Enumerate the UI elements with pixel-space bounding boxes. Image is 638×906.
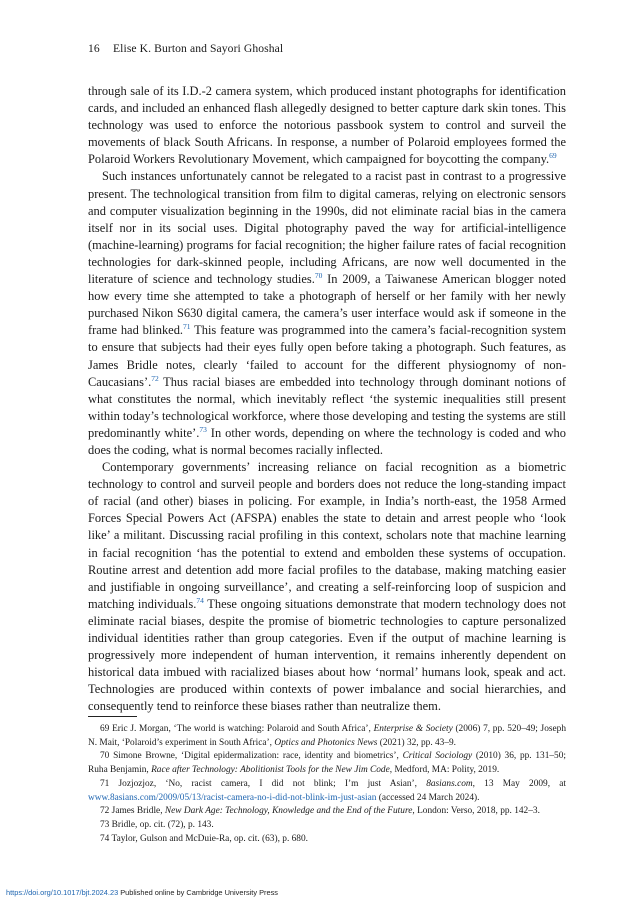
footnote-69-journal-1: Enterprise & Society xyxy=(373,724,453,734)
footnote-70-journal: Critical Sociology xyxy=(402,751,473,762)
paragraph-2-text-b: In 2009, a Taiwanese American blogger noted how every time she attempted to take a photograph of herself or her family with her newly purchased Nikon S630 digital camera, the camera’s user interface would ask if someone in the frame had blinked. xyxy=(88,272,566,338)
footnote-69-text-c: (2021) 32, pp. 43–9. xyxy=(377,737,457,748)
footnote-ref-70[interactable]: 70 xyxy=(314,271,323,281)
footnote-72 xyxy=(88,805,566,819)
footnote-71-text-a: 71 Jozjozjoz, ‘No, racist camera, I did not blink; I’m just Asian’, xyxy=(100,778,427,789)
paragraph-2-text-d: Thus racial biases are embedded into technology through dominant notions of what constitutes the normal, which inevitably reflect ‘the systemic inequalities still present within today’s technological workforce, where those developing and testing the systems are still predominantly white’. xyxy=(88,374,566,440)
footnote-70-text-b: (2010) 36, pp. 131–50; Ruha Benjamin, xyxy=(88,751,566,776)
footnote-ref-69[interactable]: 69 xyxy=(549,151,557,161)
footnote-73: 73 Bridle, op. cit. (72), p. 143. xyxy=(100,819,214,830)
footnote-71-text-b: , 13 May 2009, at xyxy=(472,778,566,789)
doi-footer-text: Published online by Cambridge University Press xyxy=(118,888,278,897)
footnote-70-text-c: , Medford, MA: Polity, 2019. xyxy=(389,765,500,776)
footnote-69-text-b: (2006) 7, pp. 520–49; Joseph N. Mait, ‘Polaroid’s experiment in South Africa’, xyxy=(88,724,566,748)
footnote-ref-72[interactable]: 72 xyxy=(151,373,159,383)
running-header-authors: Elise K. Burton and Sayori Ghoshal xyxy=(113,42,284,55)
footnote-70-text-a: 70 Simone Browne, ‘Digital epidermalization: race, identity and biometrics’, xyxy=(100,751,403,762)
paragraph-1 xyxy=(88,83,566,168)
footnote-ref-71[interactable]: 71 xyxy=(183,322,191,332)
footnote-71-text-c: (accessed 24 March 2024). xyxy=(376,792,480,803)
footnote-ref-73[interactable]: 73 xyxy=(199,424,207,434)
doi-footer xyxy=(6,888,278,897)
paragraph-3-text-a: Contemporary governments’ increasing reliance on facial recognition as a biometric technology to control and surveil people and borders does not reduce the long-standing impact of racial (and other) biases in policing. For example, in India’s north-east, the 1958 Armed Forces Special Powers Act (AFSPA) enables the state to detain and arrest people who ‘look like’ a militant. Discussing racial profiling in this context, scholars note that machine learning in facial recognition ‘has the potential to extend and embolden these systems of occupation. Routine arrest and detention add more facial profiles to the database, making matching easier and justifiable in ongoing surveillance’, and creating a self-reinforcing loop of suspicion and matching individuals. xyxy=(88,460,566,611)
paragraph-2-text-a: Such instances unfortunately cannot be relegated to a racist past in contrast to a progressive present. The technological transition from film to digital cameras, relying on electronic sensors and computer visualization beginning in the 1990s, did not eliminate racial bias in the camera itself nor in its social uses. Digital photography paved the way for artificial-intelligence (machine-learning) programs for facial recognition; the higher failure rates of facial recognition technologies for dark-skinned people, including Africans, are now well documented in the literature of science and technology studies. xyxy=(88,169,566,287)
running-header xyxy=(88,42,283,55)
footnote-70 xyxy=(88,750,566,777)
footnote-72-text-a: 72 James Bridle, xyxy=(100,806,165,817)
footnote-71-link[interactable]: www.8asians.com/2009/05/13/racist-camera-no-i-did-not-blink-im-just-asian xyxy=(88,792,377,803)
footnote-ref-74[interactable]: 74 xyxy=(196,595,204,605)
paragraph-3-text-b: These ongoing situations demonstrate that modern technology does not eliminate racial biases, despite the promise of biometric technologies to capture personalized individual identities rather than group categories. Even if the output of machine learning is progressively more independent of human intervention, it remains inherently dependent on historical data imbued with racialized biases about how ‘normal’ humans look, speak and act. Technologies are produced within contexts of power imbalance and social hierarchies, and consequently tend to reinforce these biases rather than neutralize them. xyxy=(88,596,566,714)
footnote-71 xyxy=(88,778,566,805)
paragraph-2-text-c: This feature was programmed into the camera’s facial-recognition system to ensure that subjects had their eyes fully open before taking a photograph. Such features, as James Bridle notes, clearly ‘failed to account for the different physiognomy of non-Caucasians’. xyxy=(88,323,567,389)
main-text xyxy=(88,83,566,715)
footnote-divider xyxy=(88,716,137,717)
paragraph-3 xyxy=(88,459,566,715)
footnote-74: 74 Taylor, Gulson and McDuie-Ra, op. cit. (63), p. 680. xyxy=(100,833,308,844)
doi-link[interactable]: https://doi.org/10.1017/bjt.2024.23 xyxy=(6,888,119,897)
footnote-71-site: 8asians.com xyxy=(426,778,473,789)
footnote-69 xyxy=(88,723,566,750)
footnote-70-book-title: Race after Technology: Abolitionist Tools for the New Jim Code xyxy=(151,765,390,776)
page-number: 16 xyxy=(88,42,100,55)
footnote-69-text-a: 69 Eric J. Morgan, ‘The world is watching: Polaroid and South Africa’, xyxy=(100,724,374,734)
paragraph-2 xyxy=(88,168,566,459)
footnote-72-text-b: , London: Verso, 2018, pp. 142–3. xyxy=(412,806,540,817)
paragraph-1-text: through sale of its I.D.-2 camera system, which produced instant photographs for identification cards, and included an enhanced flash allegedly designed to better capture dark skin tones. This technology was used to enforce the notorious passbook system to control and surveil the movements of black South Africans. In response, a number of Polaroid employees formed the Polaroid Workers Revolutionary Movement, which campaigned for boycotting the company. xyxy=(88,84,566,167)
footnote-72-book-title: New Dark Age: Technology, Knowledge and the End of the Future xyxy=(164,806,413,817)
footnotes xyxy=(88,723,566,846)
footnote-69-journal-2: Optics and Photonics News xyxy=(274,737,378,748)
paragraph-2-text-e: In other words, depending on where the technology is coded and who does the coding, what is normal becomes racially inflected. xyxy=(88,425,566,457)
